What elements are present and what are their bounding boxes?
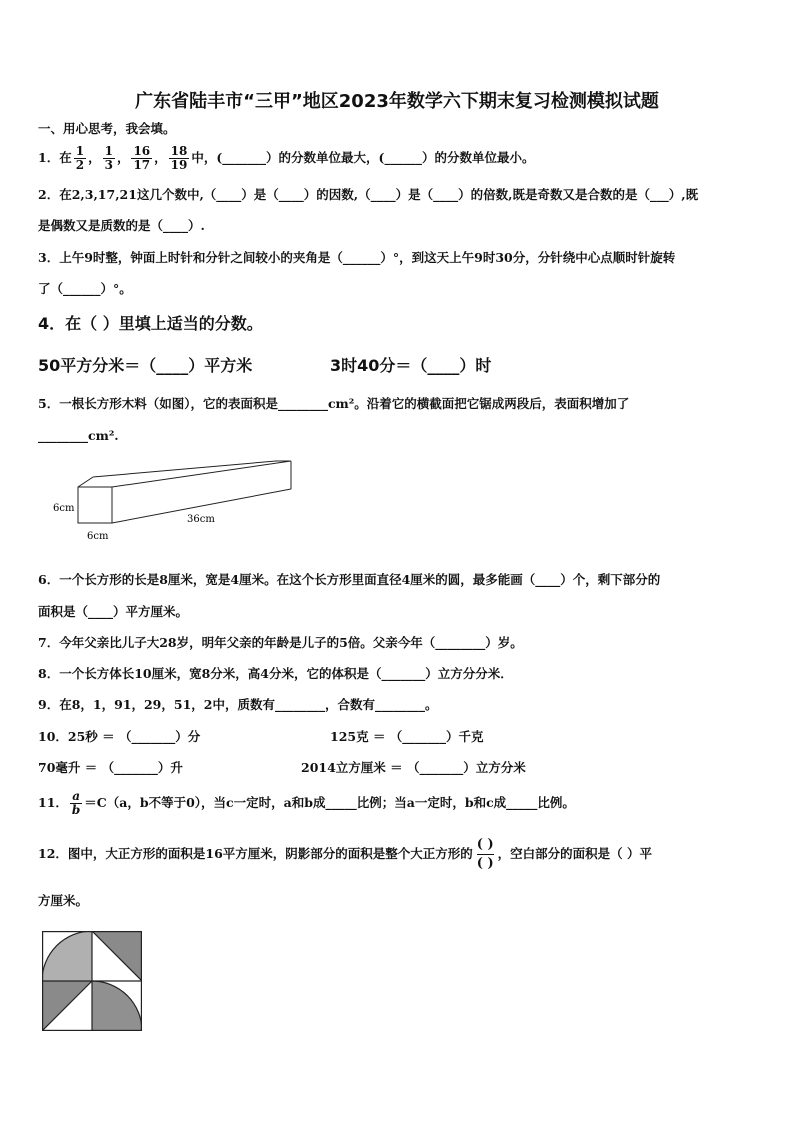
fraction-a-b: $\frac{a}{b}$ — [71, 789, 81, 817]
question-2-line-2: 是偶数又是质数的是（____）. — [38, 218, 205, 233]
fraction-1-3: $\frac{1}{3}$ — [104, 144, 113, 172]
question-1: 1．在 $\frac{1}{2}$ ， $\frac{1}{3}$ ， $\frac{16}{17}$ ， $\frac{18}{19}$ 中，(_______）的分数单位最大，(______）的分数单位最小。 — [38, 144, 535, 172]
label-height: 6cm — [53, 503, 75, 514]
question-7: 7．今年父亲比儿子大28岁，明年父亲的年龄是儿子的5倍。父亲今年（________）岁。 — [38, 635, 523, 650]
question-3-line-2: 了（______）°。 — [38, 281, 132, 296]
question-11 — [38, 789, 575, 817]
label-length: 36cm — [187, 514, 215, 525]
shaded-square-figure — [42, 931, 142, 1031]
fraction-18-19: $\frac{18}{19}$ — [170, 144, 188, 172]
question-10-c: 70毫升 ＝ （_______）升 — [38, 760, 183, 775]
question-10-a: 10．25秒 ＝ （_______）分 — [38, 729, 201, 744]
question-5-line-2: ________cm². — [38, 428, 119, 443]
blank-fraction: $\frac{( )}{( )}$ — [476, 837, 494, 871]
q12-prefix: 12．图中，大正方形的面积是16平方厘米，阴影部分的面积是整个大正方形的 — [38, 846, 473, 861]
question-4-part-b: 3时40分＝（____）时 — [330, 356, 492, 375]
question-6-line-2: 面积是（____）平方厘米。 — [38, 604, 189, 619]
q11-suffix: ＝C（a，b不等于0），当c一定时，a和b成_____比例；当a一定时，b和c成_____比例。 — [84, 795, 575, 810]
fraction-1-2: $\frac{1}{2}$ — [75, 144, 85, 172]
section-heading: 一、用心思考，我会填。 — [38, 121, 176, 136]
question-10-b: 125克 ＝ （_______）千克 — [330, 729, 484, 744]
q11-prefix: 11． — [38, 795, 68, 810]
q1-prefix: 1．在 — [38, 150, 72, 165]
page-title: 广东省陆丰市“三甲”地区2023年数学六下期末复习检测模拟试题 — [135, 91, 659, 112]
question-4-line-1: 4．在（ ）里填上适当的分数。 — [38, 314, 263, 333]
question-9: 9．在8，1，91，29，51，2中，质数有________，合数有________。 — [38, 697, 438, 712]
question-12-line-1 — [38, 834, 652, 874]
q12-suffix: ，空白部分的面积是（ ）平 — [497, 846, 652, 861]
cuboid-front-face — [78, 487, 112, 523]
question-2-line-1: 2．在2,3,17,21这几个数中,（____）是（____）的因数,（____）是（____）的倍数,既是奇数又是合数的是（___）,既 — [38, 187, 699, 202]
fraction-16-17: $\frac{16}{17}$ — [133, 144, 151, 172]
question-8: 8．一个长方体长10厘米，宽8分米，高4分米，它的体积是（_______）立方分分米． — [38, 666, 513, 681]
q1-suffix: 中，(_______）的分数单位最大，(______）的分数单位最小。 — [191, 150, 535, 165]
question-4-part-a: 50平方分米＝（____）平方米 — [38, 356, 253, 375]
question-5-line-1: 5．一根长方形木料（如图），它的表面积是________cm²。沿着它的横截面把它锯成两段后，表面积增加了 — [38, 396, 630, 411]
question-12-line-2: 方厘米。 — [38, 893, 89, 908]
cuboid-figure — [45, 455, 305, 545]
question-10-d: 2014立方厘米 ＝ （_______）立方分米 — [301, 760, 526, 775]
label-width: 6cm — [87, 531, 109, 542]
question-6-line-1: 6．一个长方形的长是8厘米，宽是4厘米。在这个长方形里面直径4厘米的圆，最多能画（____）个，剩下部分的 — [38, 572, 661, 587]
question-3-line-1: 3．上午9时整，钟面上时针和分针之间较小的夹角是（______）°，到这天上午9时30分，分针绕中心点顺时针旋转 — [38, 250, 676, 265]
